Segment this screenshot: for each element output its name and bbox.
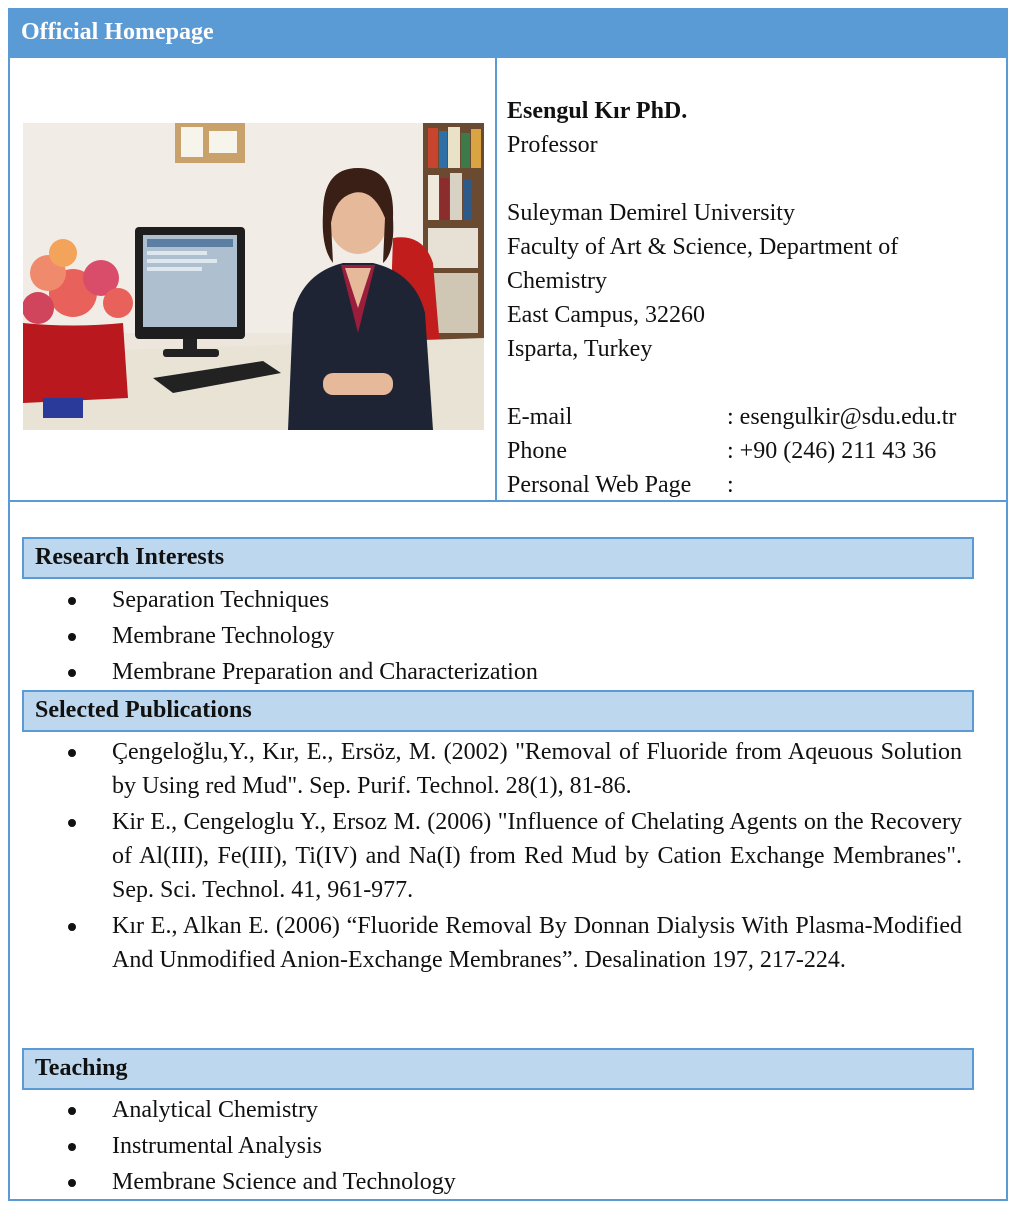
bullet-icon xyxy=(68,923,76,931)
bullet-icon xyxy=(68,633,76,641)
phone-label: Phone xyxy=(507,438,567,464)
address-line: East Campus, 32260 xyxy=(507,302,705,328)
address-line: Suleyman Demirel University xyxy=(507,200,795,226)
email-label: E-mail xyxy=(507,404,573,430)
web-value: : xyxy=(727,472,734,498)
person-position: Professor xyxy=(507,132,598,158)
web-row xyxy=(507,468,988,502)
bullet-icon xyxy=(68,1143,76,1151)
contact-info xyxy=(507,94,988,502)
list-item: Instrumental Analysis xyxy=(22,1128,962,1164)
page-frame xyxy=(8,8,1008,1201)
list-item: Analytical Chemistry xyxy=(22,1092,962,1128)
column-divider xyxy=(495,58,497,500)
list-item: Membrane Preparation and Characterization xyxy=(22,654,962,690)
teaching-list xyxy=(22,1092,962,1200)
page-title: Official Homepage xyxy=(10,10,1006,58)
spacer xyxy=(507,366,988,400)
research-interests-heading: Research Interests xyxy=(22,537,974,579)
publication-item: Kır E., Alkan E. (2006) “Fluoride Removal By Donnan Dialysis With Plasma-Modified And Unmodified Anion-Exchange Membranes”. Desalination 197, 217-224. xyxy=(22,909,962,977)
address-line: Isparta, Turkey xyxy=(507,336,653,362)
email-link[interactable]: : esengulkir@sdu.edu.tr xyxy=(727,404,957,430)
bullet-icon xyxy=(68,819,76,827)
address-line: Faculty of Art & Science, Department of xyxy=(507,234,899,260)
person-name: Esengul Kır PhD. xyxy=(507,98,688,124)
research-interests-list xyxy=(22,582,962,690)
phone-row xyxy=(507,434,988,468)
profile-section xyxy=(10,58,1006,502)
list-item: Membrane Technology xyxy=(22,618,962,654)
phone-value: : +90 (246) 211 43 36 xyxy=(727,438,937,464)
list-item: Separation Techniques xyxy=(22,582,962,618)
bullet-icon xyxy=(68,597,76,605)
bullet-icon xyxy=(68,1107,76,1115)
address-line: Chemistry xyxy=(507,268,607,294)
spacer xyxy=(507,162,988,196)
publications-heading: Selected Publications xyxy=(22,690,974,732)
bullet-icon xyxy=(68,1179,76,1187)
teaching-heading: Teaching xyxy=(22,1048,974,1090)
publications-list xyxy=(22,735,962,979)
portrait-photo xyxy=(23,123,484,430)
bullet-icon xyxy=(68,749,76,757)
list-item: Membrane Science and Technology xyxy=(22,1164,962,1200)
web-label: Personal Web Page xyxy=(507,472,692,498)
publication-item: Çengeloğlu,Y., Kır, E., Ersöz, M. (2002) "Removal of Fluoride from Aqeuous Solution by Using red Mud". Sep. Purif. Technol. 28(1), 81-86. xyxy=(22,735,962,803)
bullet-icon xyxy=(68,669,76,677)
email-row xyxy=(507,400,988,434)
publication-item: Kir E., Cengeloglu Y., Ersoz M. (2006) "Influence of Chelating Agents on the Recovery of Al(III), Fe(III), Ti(IV) and Na(I) from Red Mud by Cation Exchange Membranes". Sep. Sci. Technol. 41, 961-977. xyxy=(22,805,962,907)
